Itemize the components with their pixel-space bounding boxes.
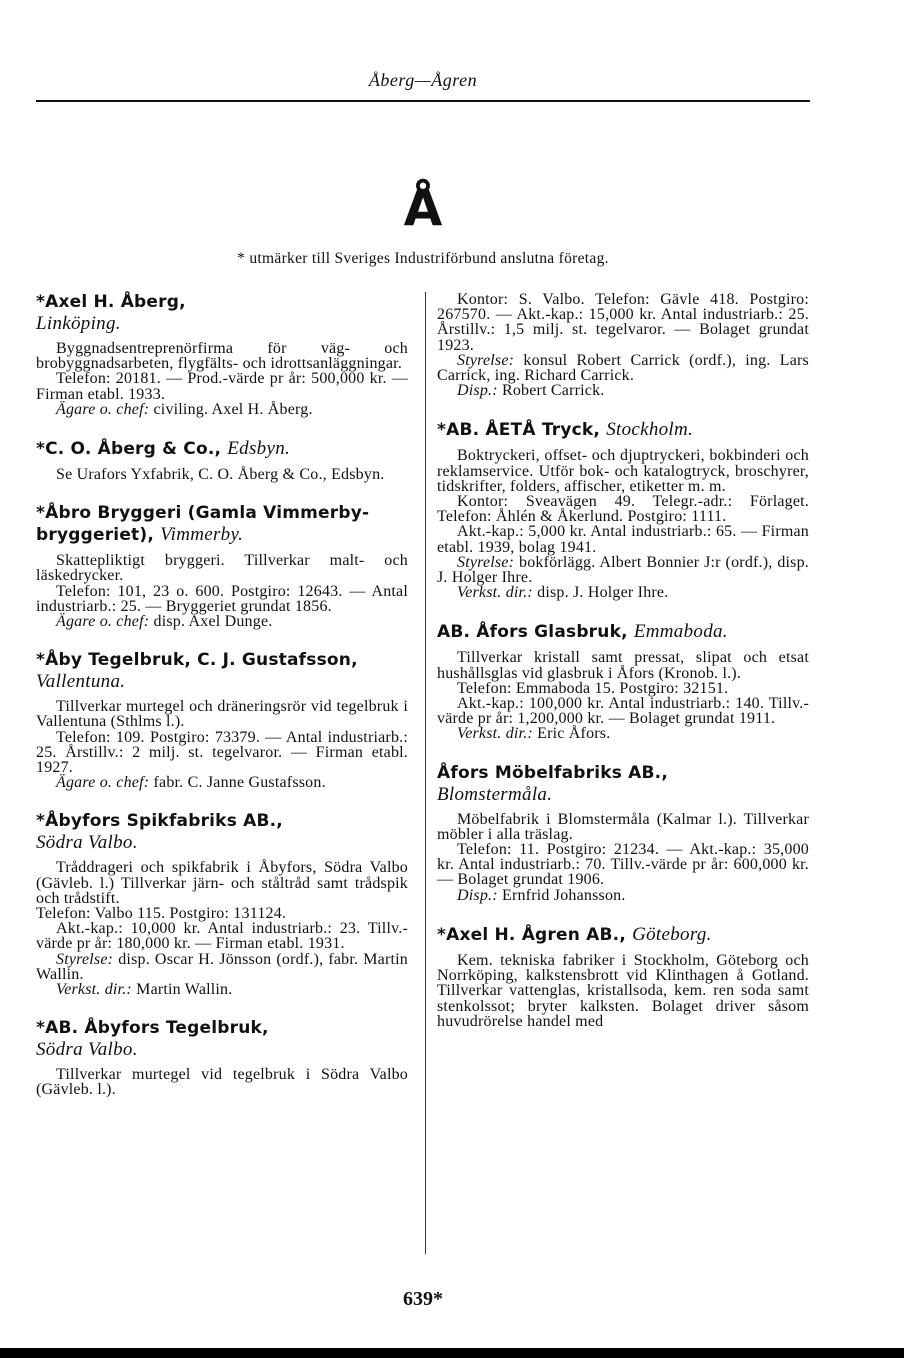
entry-paragraph bbox=[437, 650, 809, 680]
entry-paragraph bbox=[437, 383, 809, 398]
entry-paragraph bbox=[437, 681, 809, 696]
entry-text: disp. Oscar H. Jönsson (ordf.), fabr. Martin Wallin. bbox=[36, 950, 408, 983]
company-location: Vallentuna. bbox=[36, 671, 126, 693]
left-column bbox=[36, 292, 408, 1119]
entry-paragraph bbox=[36, 614, 408, 629]
entry-title bbox=[36, 1018, 408, 1060]
company-name: *AB. Åbyfors Tegelbruk, bbox=[36, 1018, 269, 1039]
entry-text: Tillverkar murtegel vid tegelbruk i Södra Valbo (Gävleb. l.). bbox=[36, 1066, 408, 1099]
entry-paragraph bbox=[437, 696, 809, 726]
entry-text: konsul Robert Carrick (ordf.), ing. Lars Carrick, ing. Richard Carrick. bbox=[437, 351, 809, 385]
field-label: Verkst. dir.: bbox=[457, 725, 533, 743]
company-location: Blomstermåla. bbox=[437, 783, 553, 805]
field-label: Styrelse: bbox=[457, 553, 515, 571]
entry-paragraph bbox=[36, 952, 408, 982]
entry-title bbox=[36, 811, 408, 853]
entry-text: disp. Axel Dunge. bbox=[149, 613, 273, 631]
entry-paragraph bbox=[437, 726, 809, 741]
entry-paragraph bbox=[437, 524, 809, 554]
field-label: Verkst. dir.: bbox=[56, 981, 132, 999]
company-location: Stockholm. bbox=[606, 419, 694, 441]
entry-paragraph bbox=[437, 585, 809, 600]
entry-paragraph bbox=[36, 371, 408, 401]
entry-paragraph bbox=[36, 775, 408, 790]
entry-title bbox=[437, 924, 809, 946]
membership-note: * utmärker till Sveriges Industriförbund anslutna företag. bbox=[237, 250, 609, 267]
entry-paragraph bbox=[437, 494, 809, 524]
company-location: Vimmerby. bbox=[160, 524, 244, 546]
directory-entry bbox=[36, 438, 408, 482]
entry-title bbox=[36, 503, 408, 546]
entry-text: Kontor: Sveavägen 49. Telegr.-adr.: Förlaget. Telefon: Åhlén & Åkerlund. Postgiro: 1111. bbox=[437, 493, 809, 526]
entry-title bbox=[437, 763, 809, 805]
entry-text: Boktryckeri, offset- och djuptryckeri, bokbinderi och reklamservice. Utför bok- och katalogtryck, broschyrer, tidskrifter, folders, affischer, etiketter m. m. bbox=[437, 447, 809, 495]
entry-text: Ernfrid Johansson. bbox=[497, 886, 626, 904]
company-name: *Åbyfors Spikfabriks AB., bbox=[36, 811, 283, 832]
entry-text: Tråddrageri och spikfabrik i Åbyfors, Södra Valbo (Gävleb. l.) Tillverkar järn- och ståltråd samt trådspik och trådstift. bbox=[36, 859, 408, 907]
field-label: Disp.: bbox=[457, 886, 498, 904]
entry-text: bokförlägg. Albert Bonnier J:r (ordf.), disp. J. Holger Ihre. bbox=[437, 553, 809, 587]
directory-entry bbox=[437, 419, 809, 600]
company-name: *Åby Tegelbruk, C. J. Gustafsson, bbox=[36, 650, 358, 671]
entry-text: Robert Carrick. bbox=[497, 382, 605, 400]
page-number: 639* bbox=[403, 1288, 443, 1310]
company-location: Södra Valbo. bbox=[36, 1039, 138, 1061]
right-column bbox=[437, 292, 809, 1050]
entry-text: Tillverkar kristall samt pressat, slipat och etsat hushållsglas vid glasbruk i Åfors (Kronob. l.). bbox=[437, 649, 809, 682]
entry-paragraph bbox=[36, 699, 408, 729]
entry-paragraph bbox=[36, 730, 408, 776]
entry-paragraph bbox=[437, 842, 809, 888]
company-name: *Åbro Bryggeri (Gamla Vimmerby-bryggeriet), bbox=[36, 503, 370, 546]
entry-text: Telefon: 20181. — Prod.-värde pr år: 500,000 kr. — Firman etabl. 1933. bbox=[36, 370, 408, 403]
entry-text: fabr. C. Janne Gustafsson. bbox=[149, 774, 326, 792]
entry-paragraph bbox=[437, 812, 809, 842]
entry-paragraph bbox=[36, 921, 408, 951]
entry-paragraph bbox=[36, 1067, 408, 1097]
entry-text: Akt.-kap.: 100,000 kr. Antal industriarb.: 140. Tillv.-värde pr år: 1,200,000 kr. — Bolaget grundat 1911. bbox=[437, 695, 809, 728]
field-label: Ägare o. chef: bbox=[56, 400, 150, 418]
company-location: Emmaboda. bbox=[633, 621, 728, 643]
entry-paragraph bbox=[36, 860, 408, 906]
entry-paragraph bbox=[437, 292, 809, 353]
company-name: *C. O. Åberg & Co., bbox=[36, 439, 222, 460]
entry-text: Byggnadsentreprenörfirma för väg- och brobyggnadsarbeten, flygfälts- och idrottsanläggningar. bbox=[36, 340, 408, 373]
entry-text: Telefon: 11. Postgiro: 21234. — Akt.-kap.: 35,000 kr. Antal industriarb.: 70. Tillv.-värde pr år: 600,000 kr. — Bolaget grundat 1906. bbox=[437, 841, 809, 889]
directory-entry bbox=[36, 503, 408, 629]
entry-paragraph bbox=[437, 555, 809, 585]
column-divider bbox=[425, 292, 426, 1254]
entry-paragraph bbox=[437, 888, 809, 903]
entry-title bbox=[36, 650, 408, 692]
entry-text: Akt.-kap.: 5,000 kr. Antal industriarb.: 65. — Firman etabl. 1939, bolag 1941. bbox=[437, 523, 809, 556]
directory-entry bbox=[437, 763, 809, 903]
field-label: Disp.: bbox=[457, 382, 498, 400]
entry-text: Telefon: 101, 23 o. 600. Postgiro: 12643. — Antal industriarb.: 25. — Bryggeriet grundat 1856. bbox=[36, 582, 408, 615]
company-location: Göteborg. bbox=[632, 923, 712, 945]
entry-text: civiling. Axel H. Åberg. bbox=[149, 400, 313, 418]
field-label: Styrelse: bbox=[56, 950, 114, 968]
header-rule bbox=[36, 100, 810, 102]
company-location: Edsbyn. bbox=[227, 438, 291, 460]
entry-text: Se Urafors Yxfabrik, C. O. Åberg & Co., Edsbyn. bbox=[56, 466, 385, 484]
directory-entry bbox=[437, 924, 809, 1029]
entry-title bbox=[437, 621, 809, 643]
entry-paragraph bbox=[36, 906, 408, 921]
entry-text: Telefon: 109. Postgiro: 73379. — Antal industriarb.: 25. Årstillv.: 2 milj. st. tegelvaror. — Firman etabl. 1927. bbox=[36, 728, 408, 777]
entry-text: Kem. tekniska fabriker i Stockholm, Göteborg och Norrköping, kalkstensbrott vid Klinthagen å Gotland. Tillverkar vattenglas, kristallsoda, kem. ren soda samt stenkolssot; bryter kalksten. Bolaget driver såsom huvudrörelse handel med bbox=[437, 951, 809, 1030]
entry-text: Eric Åfors. bbox=[532, 725, 611, 743]
entry-text: Möbelfabrik i Blomstermåla (Kalmar l.). Tillverkar möbler i alla träslag. bbox=[437, 810, 809, 843]
section-letter: Å bbox=[403, 179, 443, 237]
entry-text: disp. J. Holger Ihre. bbox=[532, 584, 669, 602]
directory-entry bbox=[437, 621, 809, 741]
entry-title bbox=[437, 419, 809, 441]
company-name: Åfors Möbelfabriks AB., bbox=[437, 762, 668, 783]
company-location: Södra Valbo. bbox=[36, 832, 138, 854]
directory-entry bbox=[36, 1018, 408, 1097]
entry-text: Telefon: Valbo 115. Postgiro: 131124. bbox=[36, 905, 287, 923]
directory-entry bbox=[36, 292, 408, 417]
entry-paragraph bbox=[437, 448, 809, 494]
company-location: Linköping. bbox=[36, 313, 121, 334]
field-label: Ägare o. chef: bbox=[56, 774, 150, 792]
field-label: Verkst. dir.: bbox=[457, 584, 533, 602]
company-name: AB. Åfors Glasbruk, bbox=[437, 622, 628, 643]
directory-entry bbox=[437, 292, 809, 398]
entry-paragraph bbox=[437, 953, 809, 1029]
field-label: Ägare o. chef: bbox=[56, 613, 150, 631]
entry-text: Martin Wallin. bbox=[131, 981, 233, 999]
entry-text: Telefon: Emmaboda 15. Postgiro: 32151. bbox=[457, 679, 729, 697]
entry-paragraph bbox=[36, 341, 408, 371]
company-name: *AB. ÅETÅ Tryck, bbox=[437, 420, 601, 441]
running-header: Åberg—Ågren bbox=[368, 70, 478, 90]
entry-text: Tillverkar murtegel och dräneringsrör vid tegelbruk i Vallentuna (Sthlms l.). bbox=[36, 698, 408, 731]
entry-paragraph bbox=[36, 584, 408, 614]
entry-title bbox=[36, 292, 408, 334]
entry-text: Akt.-kap.: 10,000 kr. Antal industriarb.: 23. Tillv.-värde pr år: 180,000 kr. — Firman etabl. 1931. bbox=[36, 920, 408, 953]
entry-text: Skattepliktigt bryggeri. Tillverkar malt- och läskedrycker. bbox=[36, 552, 408, 585]
directory-entry bbox=[36, 650, 408, 790]
entry-paragraph bbox=[437, 353, 809, 383]
entry-paragraph bbox=[36, 467, 408, 482]
entry-title bbox=[36, 438, 408, 460]
entry-paragraph bbox=[36, 553, 408, 583]
scan-edge-bar bbox=[0, 1348, 904, 1358]
company-name: *Axel H. Åberg, bbox=[36, 292, 186, 312]
company-name: *Axel H. Ågren AB., bbox=[437, 924, 626, 945]
field-label: Styrelse: bbox=[457, 351, 515, 369]
entry-text: Kontor: S. Valbo. Telefon: Gävle 418. Postgiro: 267570. — Akt.-kap.: 15,000 kr. Antal industriarb.: 25. Årstillv.: 1,5 milj. st. tegelvaror. — Bolaget grundat 1923. bbox=[437, 291, 809, 354]
entry-paragraph bbox=[36, 402, 408, 417]
entry-paragraph bbox=[36, 982, 408, 997]
directory-entry bbox=[36, 811, 408, 997]
